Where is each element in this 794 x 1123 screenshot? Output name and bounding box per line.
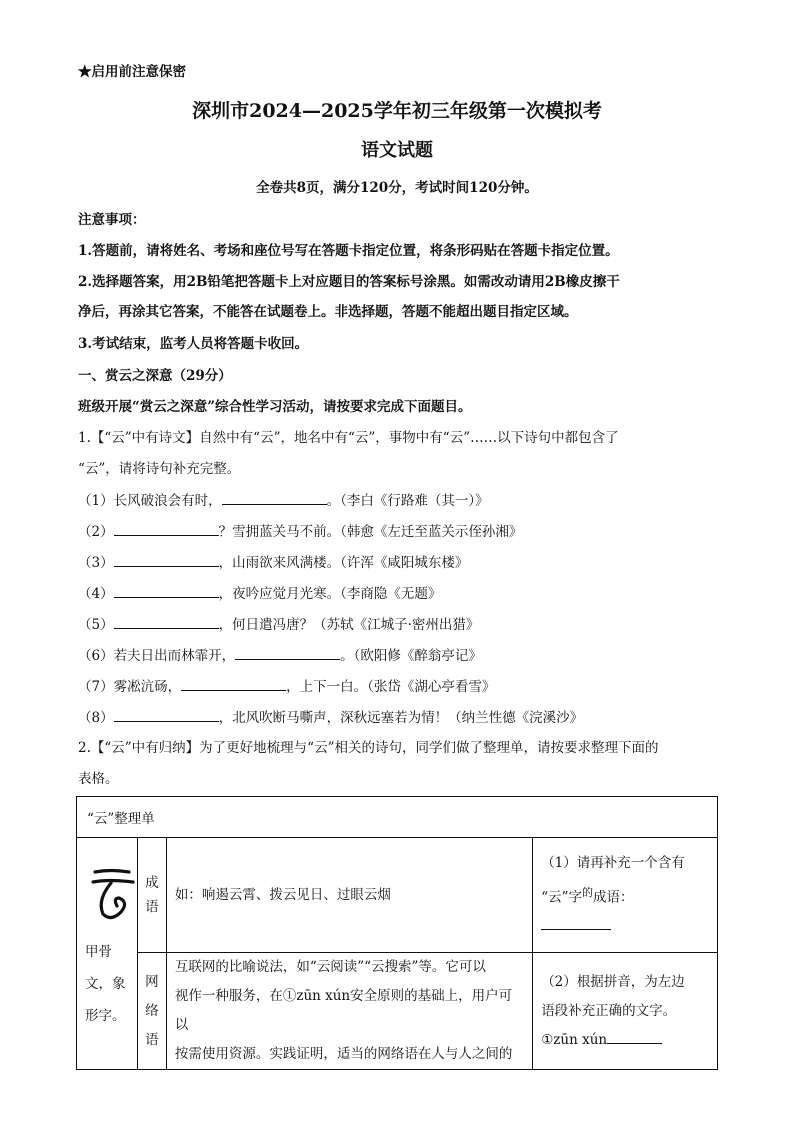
answer-blank[interactable]	[222, 490, 327, 505]
q1-item-8	[78, 707, 718, 728]
table-row-idiom	[77, 838, 718, 953]
q1-item-8-pre: （8）	[78, 710, 114, 726]
note-2a: 2.选择题答案，用2B铅笔把答题卡上对应题目的答案标号涂黑。如需改动请用2B橡皮擦干	[78, 274, 620, 290]
idiom-task-line2	[541, 878, 709, 913]
netword-passage-line3: 按需使用资源。实践证明，适当的网络语在人与人之间的	[174, 1046, 513, 1062]
netword-task-line2: 语段补充正确的文字。	[541, 1002, 677, 1019]
q1-item-6	[78, 645, 718, 666]
category-idiom-1: 成	[145, 875, 159, 891]
idiom-task	[533, 838, 718, 953]
q1-item-1	[78, 490, 718, 511]
answer-blank[interactable]	[114, 614, 219, 629]
answer-blank[interactable]	[114, 552, 219, 567]
netword-task	[533, 953, 718, 1070]
idiom-task-chengyu: 成语：	[593, 889, 634, 906]
q1-item-3-post: ，山雨欲来风满楼。（许浑《咸阳城东楼》	[218, 555, 469, 571]
q1-item-5-pre: （5）	[78, 617, 114, 633]
netword-task-line3	[541, 1026, 709, 1055]
glyph-cell	[77, 838, 138, 1070]
table-title-row	[77, 797, 718, 838]
glyph-caption-1: 甲骨	[85, 944, 112, 960]
q1-item-5	[78, 614, 718, 635]
netword-passage-line1: 互联网的比喻说法，如“云阅读”“云搜索”等。它可以	[174, 959, 486, 975]
pinyin-label: ①zūn xún	[541, 1031, 608, 1048]
q1-item-3	[78, 552, 718, 573]
q1-item-2-post: ？雪拥蓝关马不前。（韩愈《左迁至蓝关示侄孙湘》	[218, 524, 523, 540]
category-netword-1: 网	[145, 973, 159, 990]
idiom-answer-blank[interactable]	[541, 915, 611, 930]
glyph-caption-2: 文，象	[85, 976, 126, 992]
q1-prompt-line2: “云”，请将诗句补充完整。	[78, 461, 241, 477]
glyph-caption-3: 形字。	[85, 1008, 126, 1024]
category-netword-2: 络	[145, 1002, 159, 1019]
idiom-task-line1: （1）请再补充一个含有	[541, 854, 685, 871]
section-heading: 一、赏云之深意（29分）	[78, 368, 232, 384]
q2-prompt-line1: 2.【“云”中有归纳】为了更好地梳理与“云”相关的诗句，同学们做了整理单，请按要求整理下面的	[78, 740, 659, 756]
note-3: 3.考试结束，监考人员将答题卡收回。	[78, 336, 309, 352]
category-idiom	[137, 838, 166, 953]
idiom-task-de: 的	[582, 885, 593, 899]
netword-passage	[166, 953, 532, 1070]
q1-item-2-pre: （2）	[78, 524, 114, 540]
table-row-netword	[77, 953, 718, 1070]
netword-passage-line2: 视作一种服务，在①zūn xún安全原则的基础上，用户可以	[174, 988, 513, 1033]
q1-item-1-pre: （1）长风破浪会有时，	[78, 493, 222, 509]
glyph-wrap	[77, 838, 137, 1068]
category-netword	[137, 953, 166, 1070]
answer-blank[interactable]	[114, 521, 219, 536]
confidential-note: ★启用前注意保密	[78, 64, 186, 80]
q1-item-7-post: ，上下一白。（张岱《湖心亭看雪》	[286, 679, 496, 695]
q1-item-4	[78, 583, 718, 604]
q1-item-7	[78, 676, 718, 697]
q1-item-5-post: ，何日遣冯唐？（苏轼《江城子·密州出猎》	[218, 617, 480, 633]
glyph-caption	[85, 936, 137, 1032]
section-intro: 班级开展“赏云之深意”综合性学习活动，请按要求完成下面题目。	[78, 399, 472, 415]
answer-blank[interactable]	[181, 676, 286, 691]
q1-item-1-post: 。（李白《行路难（其一）》	[326, 493, 489, 509]
q1-item-4-pre: （4）	[78, 586, 114, 602]
netword-task-line1: （2）根据拼音，为左边	[541, 973, 685, 990]
category-idiom-2: 语	[145, 899, 159, 915]
category-netword-3: 语	[145, 1031, 159, 1048]
subject-title: 语文试题	[361, 140, 433, 161]
pinyin-answer-blank[interactable]	[607, 1029, 662, 1044]
q2-prompt-line2: 表格。	[78, 771, 119, 787]
note-1: 1.答题前，请将姓名、考场和座位号写在答题卡指定位置，将条形码贴在答题卡指定位置。	[78, 243, 619, 259]
note-2b: 净后，再涂其它答案，不能答在试题卷上。非选择题，答题不能超出题目指定区域。	[78, 304, 578, 320]
answer-blank[interactable]	[114, 707, 219, 722]
q1-item-6-post: 。（欧阳修《醉翁亭记》	[340, 648, 482, 664]
idiom-answer-line	[541, 912, 709, 941]
cloud-summary-table	[76, 796, 718, 1070]
q1-item-3-pre: （3）	[78, 555, 114, 571]
oracle-bone-yun-icon	[89, 866, 137, 924]
exam-title: 深圳市2024—2025学年初三年级第一次模拟考	[192, 100, 602, 122]
q1-item-4-post: ，夜吟应觉月光寒。（李商隐《无题》	[218, 586, 442, 602]
answer-blank[interactable]	[114, 583, 219, 598]
idiom-examples: 如：响遏云霄、拨云见日、过眼云烟	[166, 838, 532, 953]
q1-item-6-pre: （6）若夫日出而林霏开，	[78, 648, 236, 664]
notes-heading: 注意事项：	[78, 212, 146, 228]
q1-item-7-pre: （7）雾凇沆砀，	[78, 679, 182, 695]
q1-prompt-line1: 1.【“云”中有诗文】自然中有“云”，地名中有“云”，事物中有“云”……以下诗句中都包含了	[78, 430, 619, 446]
table-title: “云”整理单	[77, 797, 718, 838]
exam-info: 全卷共8页，满分120分，考试时间120分钟。	[256, 180, 538, 196]
q1-item-8-post: ，北风吹断马嘶声，深秋远塞若为情！（纳兰性德《浣溪沙》	[218, 710, 584, 726]
answer-blank[interactable]	[235, 645, 340, 660]
q1-item-2	[78, 521, 718, 542]
idiom-task-yun: “云”字	[541, 889, 582, 906]
